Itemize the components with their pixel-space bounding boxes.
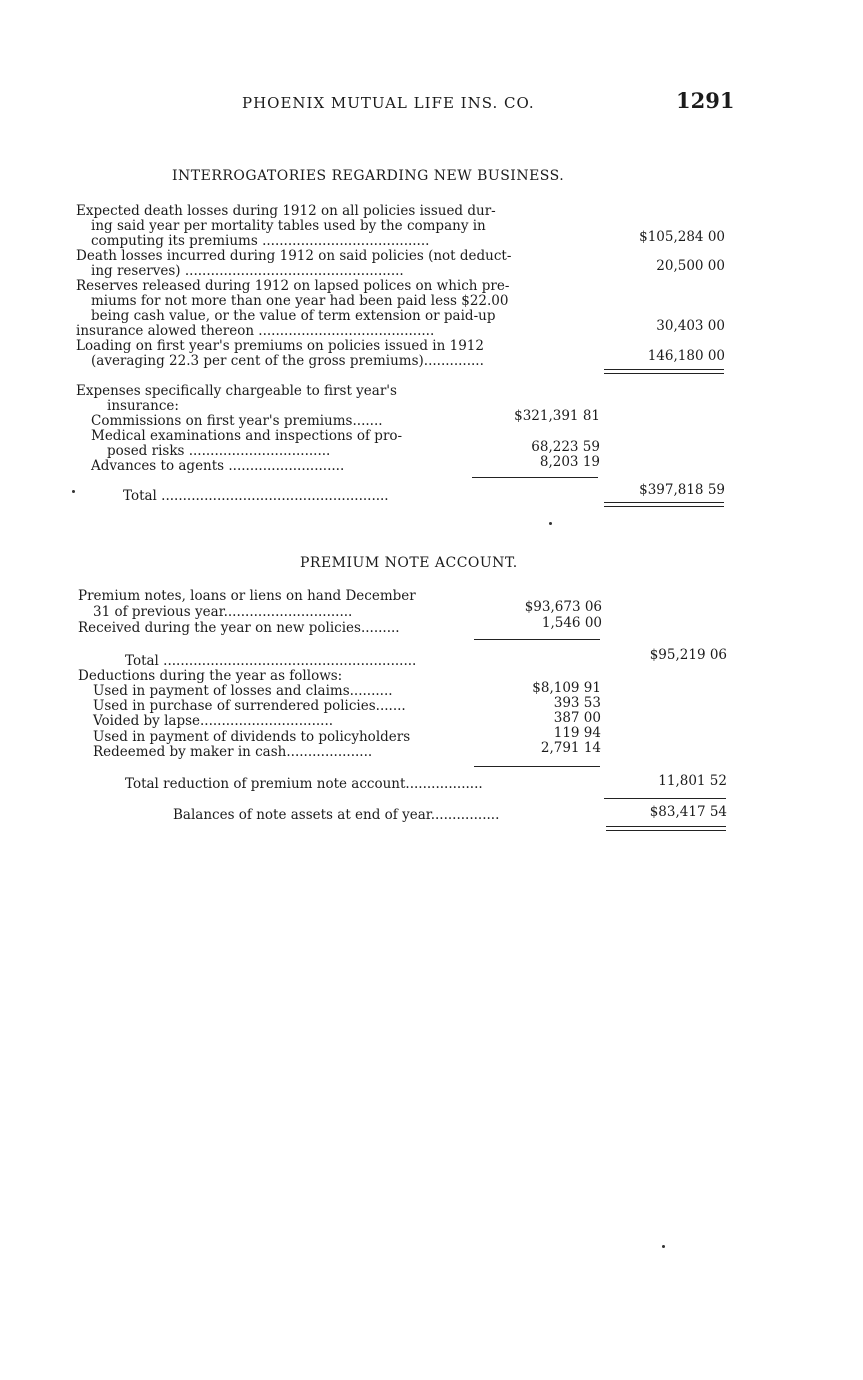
notes-total-label: Total ........................................................... [125,653,417,669]
deduction-label: Used in payment of losses and claims.......... [93,683,393,699]
total-reduction-amount: 11,801 52 [658,773,727,789]
expenses-total-label: Total ..................................................... [123,488,389,504]
new-business-heading: INTERROGATORIES REGARDING NEW BUSINESS. [172,168,565,184]
subtotal-rule [474,639,600,640]
loading-line2: (averaging 22.3 per cent of the gross premiums).............. [91,353,484,369]
expected-losses-line3: computing its premiums ....................................... [91,233,430,249]
total-reduction-label: Total reduction of premium note account.................. [125,776,483,792]
balance-label: Balances of note assets at end of year................ [173,807,500,823]
notes-total-amount: $95,219 06 [649,647,727,663]
subtotal-rule [472,477,598,478]
double-rule [606,826,726,831]
expected-losses-amount: $105,284 00 [639,229,725,245]
medical-line2: posed risks ................................. [107,443,331,459]
loading-amount: 146,180 00 [647,348,725,364]
page-number: 1291 [676,88,735,113]
deduction-label: Voided by lapse............................... [93,713,334,729]
ink-speck [662,1245,665,1248]
deduction-amount: 393 53 [553,695,601,711]
deduction-label: Used in payment of dividends to policyholders [93,729,411,745]
incurred-losses-line1: Death losses incurred during 1912 on said policies (not deduct- [76,248,512,264]
reserves-line1: Reserves released during 1912 on lapsed polices on which pre- [76,278,510,294]
deduction-amount: 387 00 [553,710,601,726]
on-hand-line1: Premium notes, loans or liens on hand December [78,588,416,604]
loading-line1: Loading on first year's premiums on policies issued in 1912 [76,338,484,354]
double-rule [604,502,724,507]
medical-amount: 68,223 59 [531,439,600,455]
expenses-total-amount: $397,818 59 [639,482,725,498]
advances-label: Advances to agents ........................... [91,458,345,474]
deduction-label: Used in purchase of surrendered policies....... [93,698,406,714]
expected-losses-line2: ing said year per mortality tables used by the company in [91,218,486,234]
incurred-losses-line2: ing reserves) ................................................... [91,263,404,279]
running-header: PHOENIX MUTUAL LIFE INS. CO. [242,94,535,112]
incurred-losses-amount: 20,500 00 [656,258,725,274]
commissions-amount: $321,391 81 [514,408,600,424]
medical-line1: Medical examinations and inspections of pro- [91,428,403,444]
expenses-line2: insurance: [107,398,179,414]
expenses-line1: Expenses specifically chargeable to first year's [76,383,397,399]
received-amount: 1,546 00 [541,615,602,631]
total-rule [604,798,726,799]
double-rule [604,369,724,374]
subtotal-rule [474,766,600,767]
reserves-line3: being cash value, or the value of term extension or paid-up [91,308,496,324]
expected-losses-line1: Expected death losses during 1912 on all policies issued dur- [76,203,496,219]
deductions-heading: Deductions during the year as follows: [78,668,343,684]
deduction-amount: 2,791 14 [540,740,601,756]
deduction-amount: 119 94 [553,725,601,741]
commissions-label: Commissions on first year's premiums....... [91,413,383,429]
ink-speck [72,490,75,493]
balance-amount: $83,417 54 [649,804,727,820]
deduction-label: Redeemed by maker in cash.................... [93,744,373,760]
on-hand-amount: $93,673 06 [524,599,602,615]
premium-note-heading: PREMIUM NOTE ACCOUNT. [300,555,518,571]
on-hand-line2: 31 of previous year.............................. [93,604,353,620]
received-label: Received during the year on new policies......... [78,620,400,636]
reserves-amount: 30,403 00 [656,318,725,334]
deduction-amount: $8,109 91 [532,680,601,696]
reserves-line2: miums for not more than one year had been paid less $22.00 [91,293,509,309]
advances-amount: 8,203 19 [539,454,600,470]
reserves-line4: insurance alowed thereon ......................................... [76,323,435,339]
ink-speck [549,522,552,525]
